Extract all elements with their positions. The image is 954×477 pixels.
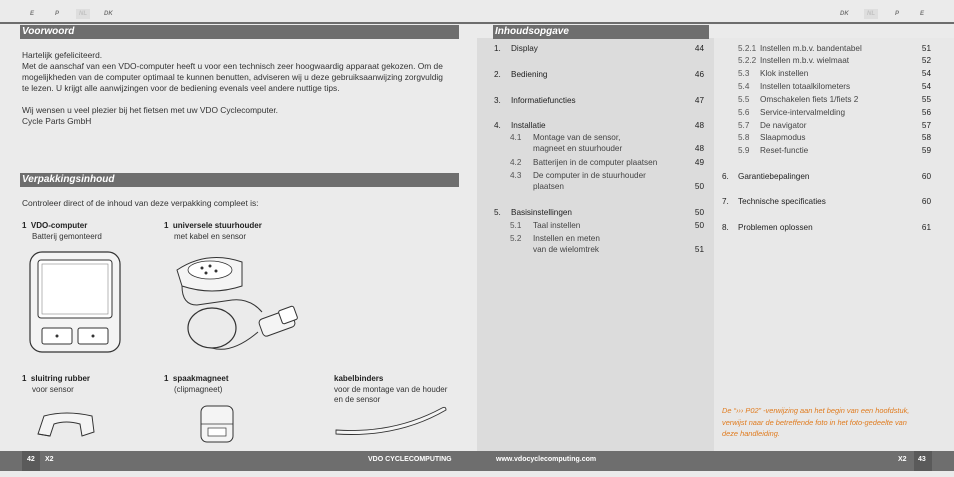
voorwoord-greeting: Hartelijk gefeliciteerd. (22, 50, 103, 60)
toc-entry-number: 7. (722, 197, 729, 206)
toc-entry-label: Installatie (511, 121, 546, 130)
lang-tab-dk[interactable]: DK (840, 11, 849, 17)
toc-entry[interactable] (722, 108, 934, 119)
item-name: sluitring rubber (30, 374, 91, 383)
rubber-ring-illustration (34, 410, 99, 440)
toc-entry-number: 5.7 (738, 121, 750, 130)
toc-entry-label-continued: plaatsen (533, 182, 564, 191)
toc-entry[interactable] (494, 44, 704, 55)
toc-entry-label: De navigator (760, 121, 807, 130)
voorwoord-signature: Cycle Parts GmbH (22, 116, 92, 126)
toc-entry-number: 4.1 (510, 133, 522, 142)
toc-entry-label: Service-intervalmelding (760, 108, 846, 117)
item-vdo-computer (22, 221, 162, 242)
toc-entry-label: Reset-functie (760, 146, 809, 155)
toc-heading: Inhoudsopgave (493, 25, 709, 39)
toc-entry-page: 46 (694, 70, 704, 79)
footer-model: X2 (45, 456, 54, 463)
item-sub: Batterij gemonteerd (32, 231, 102, 241)
toc-entry-number: 5.5 (738, 95, 750, 104)
item-name: universele stuurhouder (172, 221, 262, 230)
toc-entry[interactable] (722, 223, 934, 234)
toc-entry[interactable] (722, 197, 934, 208)
toc-entry-page: 61 (921, 223, 931, 232)
toc-entry-number: 4.3 (510, 171, 522, 180)
item-stuurhouder (164, 221, 324, 242)
toc-entry-page: 57 (921, 121, 931, 130)
footer-brand: VDO CYCLECOMPUTING (368, 456, 452, 463)
language-bar-left (0, 0, 477, 22)
toc-entry-number: 4.2 (510, 158, 522, 167)
footer-left (0, 451, 477, 471)
item-sub: (clipmagneet) (174, 384, 223, 394)
toc-entry-page: 50 (694, 182, 704, 191)
toc-entry-label: Problemen oplossen (738, 223, 813, 232)
footer-url[interactable]: www.vdocyclecomputing.com (496, 456, 597, 463)
toc-entry-number: 5.2 (510, 234, 522, 243)
toc-entry-label: Technische specificaties (738, 197, 826, 206)
toc-entry-number: 5.2.1 (738, 44, 757, 53)
toc-entry-number: 5.3 (738, 69, 750, 78)
voorwoord-text (22, 50, 452, 127)
item-qty: 1 (22, 221, 27, 230)
toc-entry[interactable] (722, 95, 934, 106)
toc-entry-label: Display (511, 44, 538, 53)
toc-entry-label: De computer in de stuurhouder (533, 171, 646, 180)
toc-entry[interactable] (494, 96, 704, 107)
toc-entry-label: Bediening (511, 70, 548, 79)
footer-right (477, 451, 954, 471)
lang-tab-nl[interactable]: NL (864, 9, 878, 19)
toc-entry[interactable] (494, 158, 704, 169)
item-qty: 1 (164, 221, 169, 230)
photo-reference-note: De “››› P02” -verwijzing aan het begin van een hoofdstuk, verwijst naar de betreffende foto in het foto-gedeelte van deze handleiding. (722, 406, 910, 438)
lang-tab-nl[interactable]: NL (76, 9, 90, 19)
lang-tab-p[interactable]: P (55, 11, 60, 17)
toc-entry[interactable] (494, 70, 704, 81)
toc-entry-number: 5. (494, 208, 501, 217)
footer-page-number: 42 (27, 456, 35, 463)
item-qty: 1 (22, 374, 27, 383)
handlebar-mount-illustration (172, 250, 312, 360)
toc-entry[interactable] (494, 171, 704, 193)
lang-tab-e[interactable]: E (30, 11, 35, 17)
toc-entry-page: 51 (921, 44, 931, 53)
toc-entry-page: 55 (921, 95, 931, 104)
toc-entry-number: 4. (494, 121, 501, 130)
toc-entry-label: Taal instellen (533, 221, 581, 230)
toc-entry-page: 52 (921, 56, 931, 65)
toc-entry-number: 5.6 (738, 108, 750, 117)
verpakking-heading: Verpakkingsinhoud (20, 173, 459, 187)
footer-model: X2 (898, 456, 907, 463)
toc-entry-label: Klok instellen (760, 69, 809, 78)
toc-entry-label: Instellen en meten (533, 234, 600, 243)
toc-entry-number: 5.1 (510, 221, 522, 230)
toc-heading-underline (493, 38, 709, 39)
spoke-magnet-illustration (198, 402, 238, 446)
toc-entry[interactable] (722, 121, 934, 132)
toc-entry-page: 56 (921, 108, 931, 117)
toc-entry-page: 47 (694, 96, 704, 105)
toc-entry-number: 5.8 (738, 133, 750, 142)
computer-illustration (28, 250, 123, 355)
toc-entry[interactable] (494, 234, 704, 256)
toc-entry[interactable] (494, 221, 704, 232)
toc-entry-page: 54 (921, 82, 931, 91)
toc-entry[interactable] (722, 172, 934, 183)
top-divider (477, 22, 954, 24)
toc-entry-label: Informatiefuncties (511, 96, 576, 105)
toc-entry-page: 48 (694, 121, 704, 130)
toc-entry-page: 60 (921, 197, 931, 206)
toc-entry-number: 1. (494, 44, 501, 53)
item-kabelbinders (334, 374, 454, 406)
toc-entry-page: 50 (694, 221, 704, 230)
voorwoord-paragraph: Met de aanschaf van een VDO-computer heeft u voor een technisch zeer hoogwaardig apparaat gekozen. Om de mogelijkheden van de computer optimaal te kunnen benutten, adviseren wij u deze gebruiksaanwijzing zorgvuldig te lezen. U krijgt alle aanwijzingen voor de bediening evenals veel andere nuttige tips. (22, 61, 443, 93)
toc-entry[interactable] (494, 208, 704, 219)
toc-entry-page: 49 (694, 158, 704, 167)
toc-entry-number: 3. (494, 96, 501, 105)
toc-entry-page: 58 (921, 133, 931, 142)
toc-entry-page: 44 (694, 44, 704, 53)
toc-entry[interactable] (494, 121, 704, 132)
lang-tab-dk[interactable]: DK (104, 11, 113, 17)
toc-entry-label: Instellen m.b.v. wielmaat (760, 56, 850, 65)
toc-entry-number: 5.4 (738, 82, 750, 91)
toc-entry-label: Montage van de sensor, (533, 133, 621, 142)
toc-entry[interactable] (722, 44, 934, 55)
verpakking-intro: Controleer direct of de inhoud van deze verpakking compleet is: (22, 198, 259, 208)
toc-entry-page: 54 (921, 69, 931, 78)
toc-entry[interactable] (722, 146, 934, 157)
toc-entry-page: 60 (921, 172, 931, 181)
toc-entry-label: Garantiebepalingen (738, 172, 810, 181)
item-sub: voor de montage van de houder en de sensor (334, 384, 448, 404)
item-qty: 1 (164, 374, 169, 383)
toc-entry-label: Slaapmodus (760, 133, 806, 142)
item-sub: voor sensor (32, 384, 74, 394)
toc-entry-page: 59 (921, 146, 931, 155)
toc-entry[interactable] (722, 56, 934, 67)
item-name: VDO-computer (30, 221, 88, 230)
toc-entry[interactable] (722, 82, 934, 93)
toc-entry-label: Batterijen in de computer plaatsen (533, 158, 658, 167)
item-name: kabelbinders (334, 374, 384, 383)
toc-entry-label: Omschakelen fiets 1/fiets 2 (760, 95, 859, 104)
lang-tab-e[interactable]: E (920, 11, 925, 17)
toc-entry-label: Instellen totaalkilometers (760, 82, 851, 91)
toc-entry-label: Basisinstellingen (511, 208, 572, 217)
item-sub: met kabel en sensor (174, 231, 247, 241)
toc-entry-number: 5.2.2 (738, 56, 757, 65)
toc-entry-number: 8. (722, 223, 729, 232)
toc-entry-page: 48 (694, 144, 704, 153)
toc-entry[interactable] (722, 133, 934, 144)
top-divider (0, 22, 477, 24)
voorwoord-heading: Voorwoord (20, 25, 459, 39)
footer-page-number: 43 (918, 456, 926, 463)
toc-entry[interactable] (494, 133, 704, 155)
toc-entry-label: Instellen m.b.v. bandentabel (760, 44, 862, 53)
item-spaakmagneet (164, 374, 304, 395)
toc-entry-number: 6. (722, 172, 729, 181)
item-sluitring (22, 374, 162, 395)
toc-entry-page: 50 (694, 208, 704, 217)
voorwoord-wish: Wij wensen u veel plezier bij het fietsen met uw VDO Cyclecomputer. (22, 105, 279, 115)
toc-entry-number: 2. (494, 70, 501, 79)
item-name: spaakmagneet (172, 374, 229, 383)
toc-entry-page: 51 (694, 245, 704, 254)
toc-entry-label-continued: van de wielomtrek (533, 245, 599, 254)
cable-tie-illustration (334, 404, 449, 440)
toc-entry-number: 5.9 (738, 146, 750, 155)
toc-entry[interactable] (722, 69, 934, 80)
lang-tab-p[interactable]: P (895, 11, 900, 17)
toc-entry-label-continued: magneet en stuurhouder (533, 144, 623, 153)
language-bar-right (477, 0, 954, 22)
